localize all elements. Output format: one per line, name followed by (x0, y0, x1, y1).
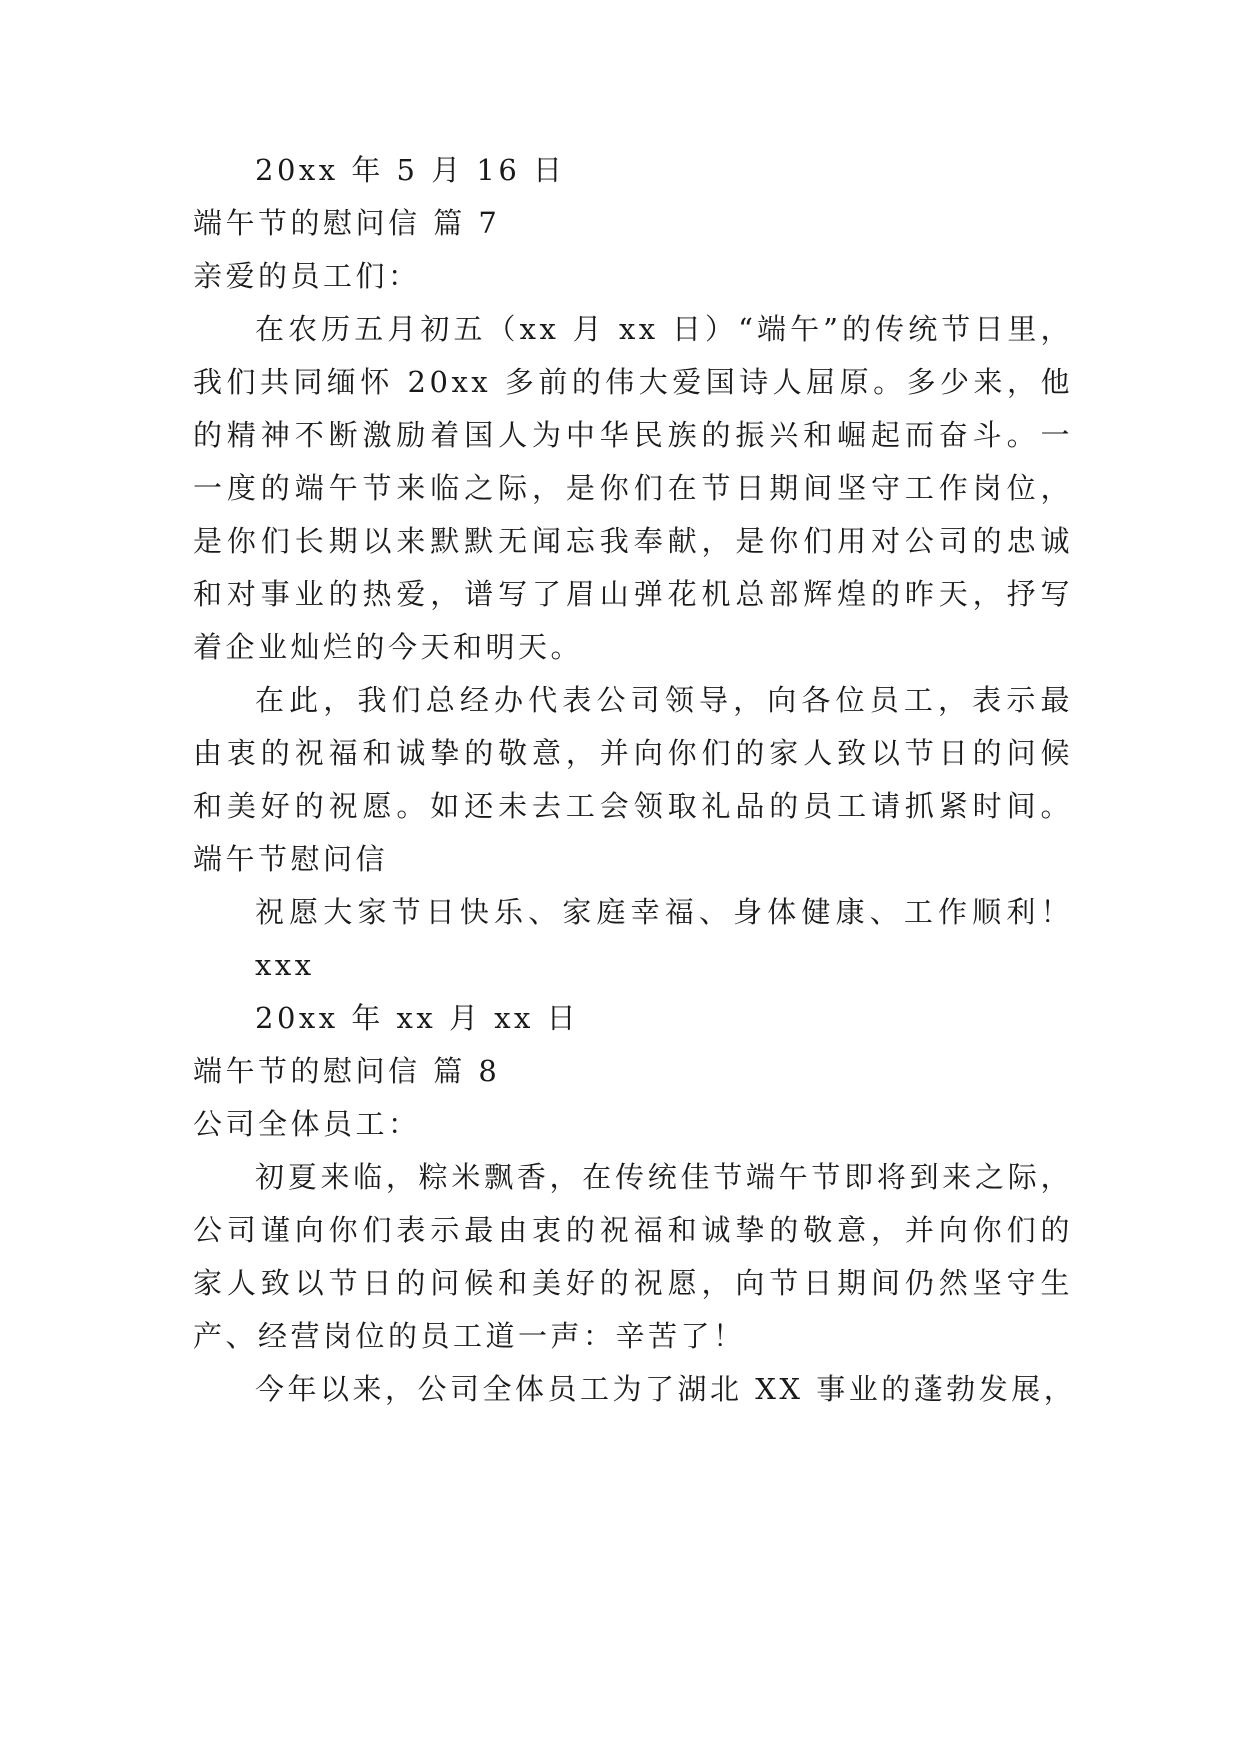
paragraph-line: 一度的端午节来临之际，是你们在节日期间坚守工作岗位， (193, 471, 1073, 505)
section-title-8: 端午节的慰问信 篇 8 (193, 1054, 501, 1088)
paragraph-line: 今年以来，公司全体员工为了湖北 XX 事业的蓬勃发展， (255, 1372, 1077, 1406)
salutation-2: 公司全体员工： (193, 1107, 421, 1141)
paragraph-line: 和美好的祝愿。如还未去工会领取礼品的员工请抓紧时间。 (193, 789, 1073, 823)
signature-name: xxx (255, 948, 315, 982)
paragraph-line: 由衷的祝福和诚挚的敬意，并向你们的家人致以节日的问候 (193, 736, 1073, 770)
paragraph-line: 公司谨向你们表示最由衷的祝福和诚挚的敬意，并向你们的 (193, 1213, 1073, 1247)
salutation-1: 亲爱的员工们： (193, 259, 421, 293)
subheading: 端午节慰问信 (193, 842, 389, 876)
wish-line: 祝愿大家节日快乐、家庭幸福、身体健康、工作顺利！ (255, 895, 1073, 929)
paragraph-line: 在此，我们总经办代表公司领导，向各位员工，表示最 (255, 683, 1073, 717)
paragraph-line: 初夏来临，粽米飘香，在传统佳节端午节即将到来之际， (255, 1160, 1073, 1194)
paragraph-line: 是你们长期以来默默无闻忘我奉献，是你们用对公司的忠诚 (193, 524, 1073, 558)
paragraph-line: 和对事业的热爱，谱写了眉山弹花机总部辉煌的昨天，抒写 (193, 577, 1073, 611)
date-line-2: 20xx 年 xx 月 xx 日 (255, 1001, 580, 1035)
paragraph-line: 我们共同缅怀 20xx 多前的伟大爱国诗人屈原。多少来，他 (193, 365, 1073, 399)
date-line-1: 20xx 年 5 月 16 日 (255, 153, 566, 187)
paragraph-line: 着企业灿烂的今天和明天。 (193, 630, 584, 664)
paragraph-line: 产、经营岗位的员工道一声：辛苦了！ (193, 1319, 746, 1353)
paragraph-line: 在农历五月初五（xx 月 xx 日）“端午”的传统节日里， (255, 312, 1073, 346)
section-title-7: 端午节的慰问信 篇 7 (193, 206, 501, 240)
paragraph-line: 家人致以节日的问候和美好的祝愿，向节日期间仍然坚守生 (193, 1266, 1073, 1300)
paragraph-line: 的精神不断激励着国人为中华民族的振兴和崛起而奋斗。一 (193, 418, 1073, 452)
